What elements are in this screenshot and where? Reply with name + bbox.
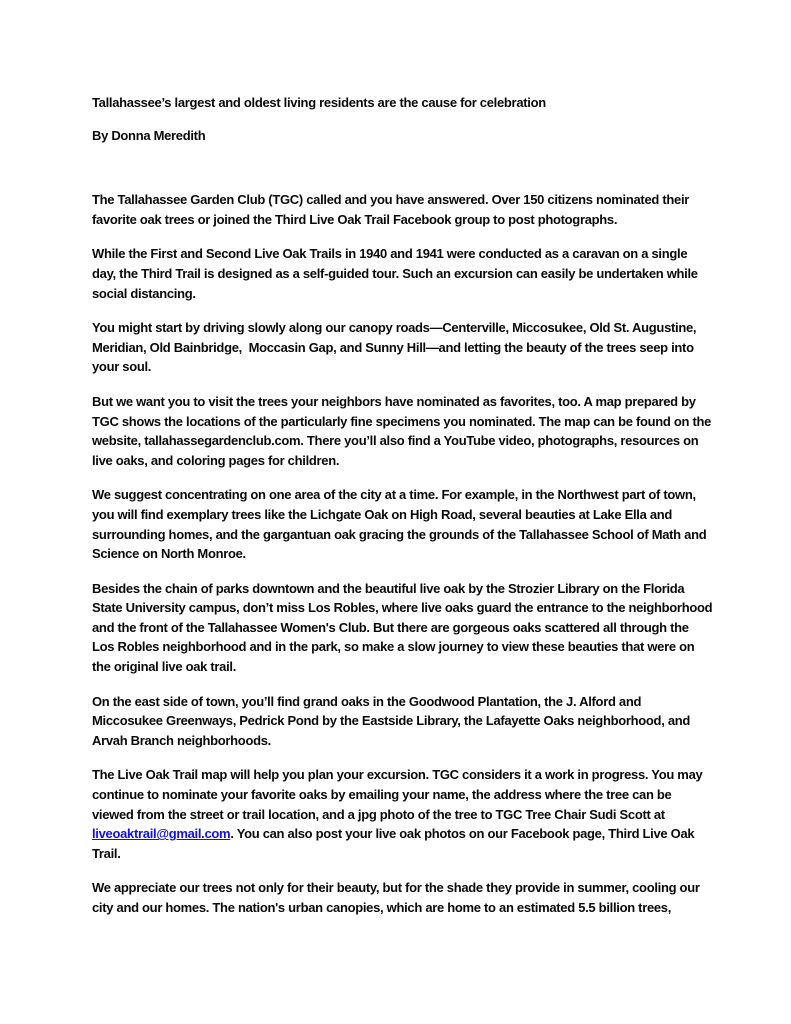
- article-title: Tallahassee’s largest and oldest living residents are the cause for celebration: [92, 95, 546, 110]
- paragraph-canopy-roads: You might start by driving slowly along our canopy roads—Centerville, Miccosukee, Old St. Augustine, Meridian, Old Bainbridge, Moccasin Gap, and Sunny Hill—and letting the beauty of the trees seep into your soul.: [92, 320, 697, 375]
- paragraph-northwest: We suggest concentrating on one area of the city at a time. For example, in the Northwest part of town, you will find exemplary trees like the Lichgate Oak on High Road, several beauties at Lake Ella and surrounding homes, and the gargantuan oak gracing the grounds of the Tallahassee School of Math and Science on North Monroe.: [92, 487, 707, 562]
- paragraph-trail-history: While the First and Second Live Oak Trails in 1940 and 1941 were conducted as a caravan on a single day, the Third Trail is designed as a self-guided tour. Such an excursion can easily be undertaken while social distancing.: [92, 246, 698, 301]
- paragraph-nominate: [92, 765, 752, 863]
- article-content: [92, 93, 752, 933]
- email-link[interactable]: liveoaktrail@gmail.com: [92, 826, 231, 842]
- paragraph-appreciation: We appreciate our trees not only for their beauty, but for the shade they provide in summer, cooling our city and our homes. The nation's urban canopies, which are home to an estimated 5.5 billion trees,: [92, 880, 700, 915]
- paragraph-intro: The Tallahassee Garden Club (TGC) called and you have answered. Over 150 citizens nominated their favorite oak trees or joined the Third Live Oak Trail Facebook group to post photographs.: [92, 192, 690, 227]
- paragraph-map-website: But we want you to visit the trees your neighbors have nominated as favorites, too. A map prepared by TGC shows the locations of the particularly fine specimens you nominated. The map can be found on the website, tallahassegardenclub.com. There you’ll also find a YouTube video, photographs, resources on live oaks, and coloring pages for children.: [92, 393, 712, 468]
- paragraph-east-side: On the east side of town, you’ll find grand oaks in the Goodwood Plantation, the J. Alford and Miccosukee Greenways, Pedrick Pond by the Eastside Library, the Lafayette Oaks neighborhood, and Arvah Branch neighborhoods.: [92, 693, 691, 748]
- paragraph-downtown: Besides the chain of parks downtown and the beautiful live oak by the Strozier Library on the Florida State University campus, don’t miss Los Robles, where live oaks guard the entrance to the neighborhood and the front of the Tallahassee Women's Club. But there are gorgeous oaks scattered all through the Los Robles neighborhood and in the park, so make a slow journey to view these beauties that were on the original live oak trail.: [92, 580, 713, 675]
- paragraph-text-after-link: . You can also post your live oak photos on our Facebook page, Third Live Oak Trail.: [92, 826, 695, 861]
- paragraph-text-before-link: The Live Oak Trail map will help you plan your excursion. TGC considers it a work in progress. You may continue to nominate your favorite oaks by emailing your name, the address where the tree can be viewed from the street or trail location, and a jpg photo of the tree to TGC Tree Chair Sudi Scott at: [92, 767, 703, 822]
- article-byline: By Donna Meredith: [92, 127, 206, 143]
